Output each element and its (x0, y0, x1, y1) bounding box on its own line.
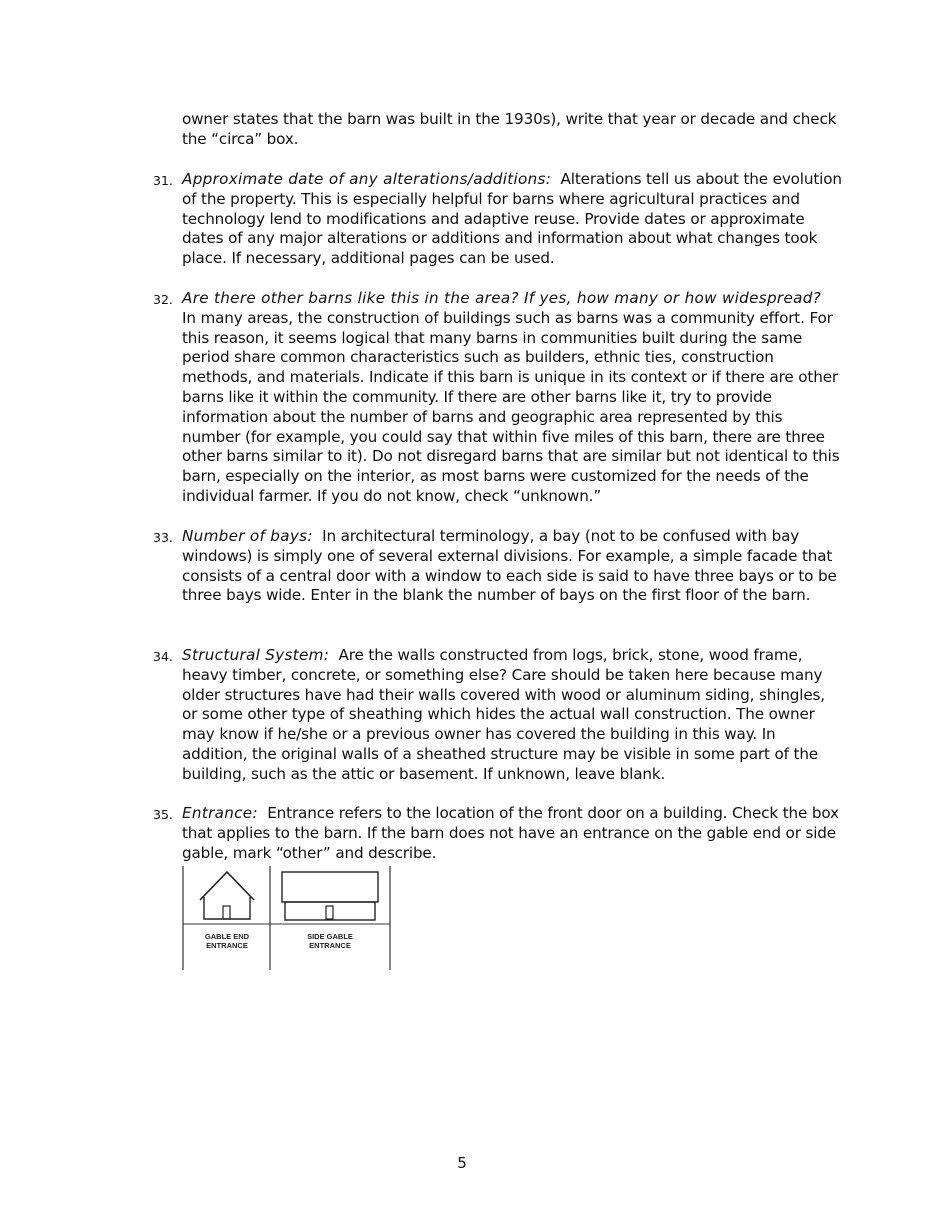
page-number: 5 (457, 1154, 467, 1172)
item-31-question: Approximate date of any alterations/additions: (182, 170, 552, 188)
item-33-body: In architectural terminology, a bay (not to be confused with bay windows) is simply one of several external divisions. For example, a simple facade that consists of a central door with a window to each side is said to have three bays or to be three bays wide. Enter in the blank the number of bays on the first floor of the barn. (182, 527, 837, 605)
item-32-number: 32. (153, 292, 173, 307)
entrance-type-figure (182, 866, 392, 971)
gable-end-barn-icon (200, 872, 254, 919)
item-35-body: Entrance refers to the location of the front door on a building. Check the box that applies to the barn. If the barn does not have an entrance on the gable end or side gable, mark “other” and describe. (182, 804, 839, 862)
item-31-number: 31. (153, 173, 173, 188)
gable-end-label-line1: GABLE END (204, 932, 250, 941)
continuation-paragraph (182, 110, 842, 150)
item-34-paragraph (182, 646, 842, 785)
continuation-text: owner states that the barn was built in the 1930s), write that year or decade and check the “circa” box. (182, 110, 837, 148)
item-32-body: In many areas, the construction of buildings such as barns was a community effort. For this reason, it seems logical that many barns in communities built during the same period share common characteristics such as builders, ethnic ties, construction methods, and materials. Indicate if this barn is unique in its context or if there are other barns like it within the community. If there are other barns like it, try to provide information about the number of barns and geographic area represented by this number (for example, you could say that within five miles of this barn, there are three other barns similar to it). Do not disregard barns that are similar but not identical to this barn, especially on the interior, as most barns were customized for the needs of the individual farmer. If you do not know, check “unknown.” (182, 308, 840, 505)
item-32-question: Are there other barns like this in the area? If yes, how many or how widespread? (182, 289, 822, 307)
item-31-body: Alterations tell us about the evolution of the property. This is especially helpful for barns where agricultural practices and technology lend to modifications and adaptive reuse. Provide dates or approximate dates of any major alterations or additions and information about what changes took place. If necessary, additional pages can be used. (182, 170, 842, 268)
side-gable-barn-icon (282, 872, 378, 920)
item-33-question: Number of bays: (182, 527, 313, 545)
gable-end-label-line2: ENTRANCE (206, 941, 248, 950)
item-35-paragraph (182, 804, 842, 863)
item-34-number: 34. (153, 649, 173, 664)
side-gable-label-line1: SIDE GABLE (307, 932, 353, 941)
item-34-question: Structural System: (182, 646, 330, 664)
side-gable-label-line2: ENTRANCE (309, 941, 351, 950)
item-32-paragraph (182, 289, 842, 507)
item-34-body: Are the walls constructed from logs, brick, stone, wood frame, heavy timber, concrete, or something else? Care should be taken here because many older structures have had their walls covered with wood or aluminum siding, shingles, or some other type of sheathing which hides the actual wall construction. The owner may know if he/she or a previous owner has covered the building in this way. In addition, the original walls of a sheathed structure may be visible in some part of the building, such as the attic or basement. If unknown, leave blank. (182, 646, 825, 783)
item-31-paragraph (182, 170, 842, 269)
item-33-paragraph (182, 527, 842, 606)
item-35-question: Entrance: (182, 804, 258, 822)
item-33-number: 33. (153, 530, 173, 545)
item-35-number: 35. (153, 807, 173, 822)
entrance-figure-svg (182, 866, 392, 971)
